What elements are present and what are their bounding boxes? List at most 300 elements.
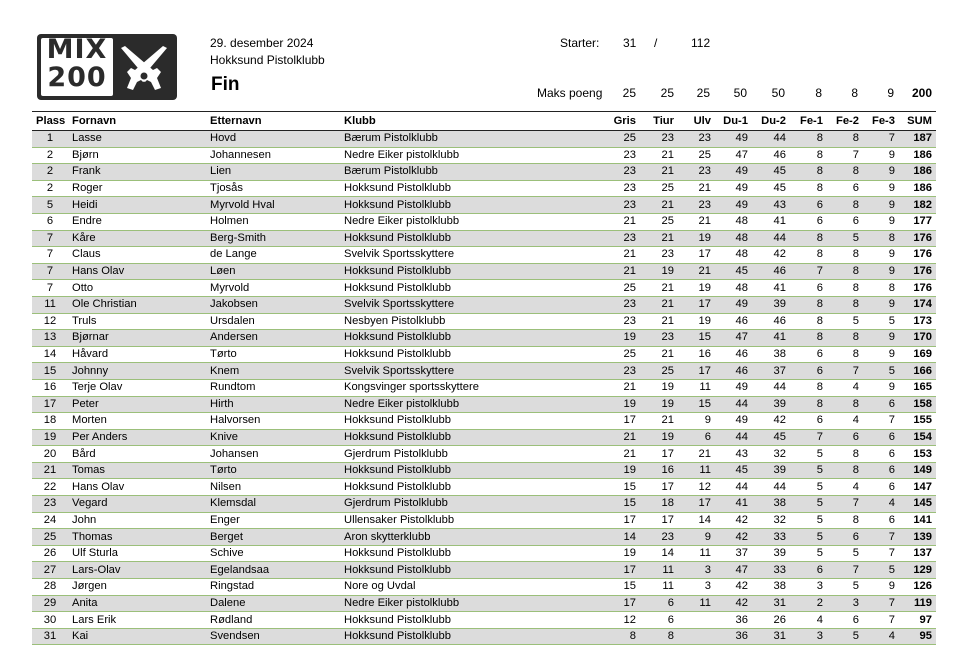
du2-cell: 31 xyxy=(752,628,790,645)
du2-cell: 44 xyxy=(752,230,790,247)
fe1-cell: 3 xyxy=(790,628,827,645)
du1-cell: 37 xyxy=(715,545,752,562)
etternavn-cell: Knem xyxy=(206,363,340,380)
fe3-cell: 6 xyxy=(863,429,899,446)
table-row xyxy=(32,213,936,230)
du1-cell: 47 xyxy=(715,147,752,164)
etternavn-cell: Hovd xyxy=(206,131,340,148)
ulv-cell: 21 xyxy=(678,263,715,280)
du2-cell: 45 xyxy=(752,180,790,197)
fe3-cell: 8 xyxy=(863,280,899,297)
table-row xyxy=(32,396,936,413)
gris-cell: 19 xyxy=(602,545,640,562)
fe3-cell: 5 xyxy=(863,562,899,579)
etternavn-cell: Enger xyxy=(206,512,340,529)
col-ulv: Ulv xyxy=(678,112,715,131)
du2-cell: 45 xyxy=(752,429,790,446)
du2-cell: 41 xyxy=(752,213,790,230)
fe3-cell: 6 xyxy=(863,479,899,496)
table-row xyxy=(32,330,936,347)
gris-cell: 21 xyxy=(602,379,640,396)
plass-cell: 5 xyxy=(32,197,68,214)
gris-cell: 19 xyxy=(602,396,640,413)
fe1-cell: 4 xyxy=(790,612,827,629)
etternavn-cell: Ringstad xyxy=(206,579,340,596)
col-klubb: Klubb xyxy=(340,112,602,131)
fornavn-cell: Thomas xyxy=(68,529,206,546)
klubb-cell: Hokksund Pistolklubb xyxy=(340,180,602,197)
plass-cell: 11 xyxy=(32,296,68,313)
tiur-cell: 21 xyxy=(640,147,678,164)
du1-cell: 44 xyxy=(715,396,752,413)
fornavn-cell: Bjørn xyxy=(68,147,206,164)
fe1-cell: 6 xyxy=(790,280,827,297)
gris-cell: 19 xyxy=(602,330,640,347)
du1-cell: 48 xyxy=(715,280,752,297)
fe1-cell: 5 xyxy=(790,545,827,562)
du2-cell: 39 xyxy=(752,545,790,562)
ulv-cell: 21 xyxy=(678,446,715,463)
sum-cell: 173 xyxy=(899,313,936,330)
du2-cell: 41 xyxy=(752,280,790,297)
sum-cell: 170 xyxy=(899,330,936,347)
klubb-cell: Hokksund Pistolklubb xyxy=(340,263,602,280)
tiur-cell: 21 xyxy=(640,197,678,214)
gris-cell: 8 xyxy=(602,628,640,645)
table-row xyxy=(32,164,936,181)
etternavn-cell: Jakobsen xyxy=(206,296,340,313)
fe2-cell: 7 xyxy=(827,562,863,579)
tiur-cell: 19 xyxy=(640,379,678,396)
etternavn-cell: Johansen xyxy=(206,446,340,463)
klubb-cell: Hokksund Pistolklubb xyxy=(340,612,602,629)
gris-cell: 21 xyxy=(602,247,640,264)
du1-cell: 44 xyxy=(715,479,752,496)
sum-cell: 176 xyxy=(899,230,936,247)
fe1-cell: 8 xyxy=(790,379,827,396)
gris-cell: 15 xyxy=(602,479,640,496)
du1-cell: 41 xyxy=(715,496,752,513)
table-row xyxy=(32,462,936,479)
ulv-cell: 17 xyxy=(678,363,715,380)
plass-cell: 15 xyxy=(32,363,68,380)
etternavn-cell: Svendsen xyxy=(206,628,340,645)
fe2-cell: 7 xyxy=(827,496,863,513)
klubb-cell: Hokksund Pistolklubb xyxy=(340,628,602,645)
ulv-cell: 21 xyxy=(678,213,715,230)
plass-cell: 31 xyxy=(32,628,68,645)
fe1-cell: 6 xyxy=(790,413,827,430)
ulv-cell: 23 xyxy=(678,164,715,181)
sum-cell: 145 xyxy=(899,496,936,513)
results-table xyxy=(32,111,936,645)
fe1-cell: 6 xyxy=(790,363,827,380)
fe2-cell: 8 xyxy=(827,346,863,363)
klubb-cell: Kongsvinger sportsskyttere xyxy=(340,379,602,396)
klubb-cell: Gjerdrum Pistolklubb xyxy=(340,446,602,463)
maks-fe3: 9 xyxy=(887,86,894,100)
sum-cell: 119 xyxy=(899,595,936,612)
col-fe1: Fe-1 xyxy=(790,112,827,131)
du1-cell: 46 xyxy=(715,346,752,363)
plass-cell: 1 xyxy=(32,131,68,148)
du1-cell: 47 xyxy=(715,562,752,579)
sum-cell: 149 xyxy=(899,462,936,479)
fe1-cell: 5 xyxy=(790,529,827,546)
ulv-cell: 17 xyxy=(678,496,715,513)
du2-cell: 37 xyxy=(752,363,790,380)
fe1-cell: 6 xyxy=(790,562,827,579)
du2-cell: 41 xyxy=(752,330,790,347)
table-row xyxy=(32,280,936,297)
plass-cell: 6 xyxy=(32,213,68,230)
sum-cell: 177 xyxy=(899,213,936,230)
col-etternavn: Etternavn xyxy=(206,112,340,131)
gris-cell: 25 xyxy=(602,346,640,363)
sum-cell: 186 xyxy=(899,147,936,164)
etternavn-cell: Klemsdal xyxy=(206,496,340,513)
table-row xyxy=(32,479,936,496)
gris-cell: 12 xyxy=(602,612,640,629)
fornavn-cell: Peter xyxy=(68,396,206,413)
gris-cell: 25 xyxy=(602,131,640,148)
table-row xyxy=(32,180,936,197)
du2-cell: 33 xyxy=(752,562,790,579)
gris-cell: 21 xyxy=(602,263,640,280)
table-row xyxy=(32,562,936,579)
du1-cell: 49 xyxy=(715,180,752,197)
du2-cell: 46 xyxy=(752,313,790,330)
fe2-cell: 8 xyxy=(827,197,863,214)
plass-cell: 17 xyxy=(32,396,68,413)
fe1-cell: 8 xyxy=(790,330,827,347)
fe2-cell: 8 xyxy=(827,263,863,280)
du1-cell: 49 xyxy=(715,379,752,396)
table-row xyxy=(32,313,936,330)
plass-cell: 29 xyxy=(32,595,68,612)
etternavn-cell: Halvorsen xyxy=(206,413,340,430)
sum-cell: 176 xyxy=(899,280,936,297)
klubb-cell: Svelvik Sportsskyttere xyxy=(340,296,602,313)
tiur-cell: 14 xyxy=(640,545,678,562)
du1-cell: 46 xyxy=(715,363,752,380)
gris-cell: 14 xyxy=(602,529,640,546)
fornavn-cell: Håvard xyxy=(68,346,206,363)
du1-cell: 49 xyxy=(715,413,752,430)
klubb-cell: Svelvik Sportsskyttere xyxy=(340,247,602,264)
fe2-cell: 4 xyxy=(827,379,863,396)
tiur-cell: 6 xyxy=(640,612,678,629)
col-fornavn: Fornavn xyxy=(68,112,206,131)
fe3-cell: 9 xyxy=(863,147,899,164)
ulv-cell: 12 xyxy=(678,479,715,496)
table-row xyxy=(32,545,936,562)
fe3-cell: 7 xyxy=(863,612,899,629)
sum-cell: 137 xyxy=(899,545,936,562)
col-tiur: Tiur xyxy=(640,112,678,131)
fe1-cell: 3 xyxy=(790,579,827,596)
fornavn-cell: Bård xyxy=(68,446,206,463)
table-row xyxy=(32,612,936,629)
fe2-cell: 4 xyxy=(827,479,863,496)
fornavn-cell: Per Anders xyxy=(68,429,206,446)
fornavn-cell: Morten xyxy=(68,413,206,430)
tiur-cell: 17 xyxy=(640,512,678,529)
fe2-cell: 7 xyxy=(827,147,863,164)
fe2-cell: 8 xyxy=(827,446,863,463)
plass-cell: 16 xyxy=(32,379,68,396)
fe2-cell: 6 xyxy=(827,213,863,230)
fe2-cell: 8 xyxy=(827,462,863,479)
plass-cell: 7 xyxy=(32,230,68,247)
etternavn-cell: Tjosås xyxy=(206,180,340,197)
maks-tiur: 25 xyxy=(660,86,674,100)
fe2-cell: 8 xyxy=(827,296,863,313)
fornavn-cell: Johnny xyxy=(68,363,206,380)
du1-cell: 49 xyxy=(715,164,752,181)
tiur-cell: 21 xyxy=(640,280,678,297)
tiur-cell: 25 xyxy=(640,213,678,230)
du2-cell: 32 xyxy=(752,512,790,529)
fornavn-cell: Lars-Olav xyxy=(68,562,206,579)
fornavn-cell: Vegard xyxy=(68,496,206,513)
fe1-cell: 8 xyxy=(790,313,827,330)
plass-cell: 2 xyxy=(32,164,68,181)
plass-cell: 27 xyxy=(32,562,68,579)
etternavn-cell: Myrvold xyxy=(206,280,340,297)
klubb-cell: Nore og Uvdal xyxy=(340,579,602,596)
ulv-cell: 17 xyxy=(678,247,715,264)
fe2-cell: 6 xyxy=(827,429,863,446)
col-du1: Du-1 xyxy=(715,112,752,131)
fe2-cell: 8 xyxy=(827,330,863,347)
table-row xyxy=(32,131,936,148)
du2-cell: 38 xyxy=(752,496,790,513)
sum-cell: 155 xyxy=(899,413,936,430)
du2-cell: 44 xyxy=(752,131,790,148)
sum-cell: 176 xyxy=(899,247,936,264)
fe3-cell: 6 xyxy=(863,446,899,463)
fe2-cell: 5 xyxy=(827,579,863,596)
tiur-cell: 21 xyxy=(640,230,678,247)
plass-cell: 7 xyxy=(32,263,68,280)
fe2-cell: 6 xyxy=(827,529,863,546)
table-row xyxy=(32,296,936,313)
fe1-cell: 8 xyxy=(790,396,827,413)
fe2-cell: 7 xyxy=(827,363,863,380)
ulv-cell: 19 xyxy=(678,280,715,297)
gris-cell: 25 xyxy=(602,280,640,297)
du2-cell: 44 xyxy=(752,479,790,496)
table-row xyxy=(32,346,936,363)
table-header-row xyxy=(32,112,936,131)
klubb-cell: Ullensaker Pistolklubb xyxy=(340,512,602,529)
fe3-cell: 6 xyxy=(863,512,899,529)
fe2-cell: 5 xyxy=(827,628,863,645)
etternavn-cell: Berget xyxy=(206,529,340,546)
fornavn-cell: Jørgen xyxy=(68,579,206,596)
fornavn-cell: Hans Olav xyxy=(68,479,206,496)
du1-cell: 42 xyxy=(715,512,752,529)
du1-cell: 48 xyxy=(715,247,752,264)
maks-fe2: 8 xyxy=(851,86,858,100)
fornavn-cell: Ole Christian xyxy=(68,296,206,313)
plass-cell: 22 xyxy=(32,479,68,496)
fe1-cell: 8 xyxy=(790,247,827,264)
fornavn-cell: Anita xyxy=(68,595,206,612)
gris-cell: 17 xyxy=(602,413,640,430)
du1-cell: 44 xyxy=(715,429,752,446)
du1-cell: 46 xyxy=(715,313,752,330)
table-row xyxy=(32,512,936,529)
etternavn-cell: Dalene xyxy=(206,595,340,612)
maks-gris: 25 xyxy=(622,86,636,100)
klubb-cell: Hokksund Pistolklubb xyxy=(340,346,602,363)
fornavn-cell: Kåre xyxy=(68,230,206,247)
logo-line-1: MIX xyxy=(46,34,108,65)
table-row xyxy=(32,147,936,164)
klubb-cell: Nesbyen Pistolklubb xyxy=(340,313,602,330)
fe1-cell: 5 xyxy=(790,479,827,496)
sum-cell: 139 xyxy=(899,529,936,546)
klubb-cell: Hokksund Pistolklubb xyxy=(340,479,602,496)
du2-cell: 31 xyxy=(752,595,790,612)
table-row xyxy=(32,579,936,596)
tiur-cell: 21 xyxy=(640,346,678,363)
du1-cell: 42 xyxy=(715,579,752,596)
sum-cell: 166 xyxy=(899,363,936,380)
fe3-cell: 9 xyxy=(863,180,899,197)
du1-cell: 49 xyxy=(715,131,752,148)
tiur-cell: 11 xyxy=(640,579,678,596)
fornavn-cell: Terje Olav xyxy=(68,379,206,396)
fe2-cell: 5 xyxy=(827,230,863,247)
klubb-cell: Hokksund Pistolklubb xyxy=(340,230,602,247)
fornavn-cell: John xyxy=(68,512,206,529)
fe2-cell: 5 xyxy=(827,545,863,562)
klubb-cell: Nedre Eiker pistolklubb xyxy=(340,595,602,612)
ulv-cell: 6 xyxy=(678,429,715,446)
fe3-cell: 7 xyxy=(863,595,899,612)
du2-cell: 38 xyxy=(752,579,790,596)
fornavn-cell: Tomas xyxy=(68,462,206,479)
ulv-cell: 3 xyxy=(678,562,715,579)
etternavn-cell: Lien xyxy=(206,164,340,181)
sum-cell: 186 xyxy=(899,164,936,181)
table-row xyxy=(32,429,936,446)
fornavn-cell: Roger xyxy=(68,180,206,197)
du1-cell: 49 xyxy=(715,296,752,313)
ulv-cell: 11 xyxy=(678,545,715,562)
gris-cell: 23 xyxy=(602,230,640,247)
gris-cell: 23 xyxy=(602,296,640,313)
klubb-cell: Nedre Eiker pistolklubb xyxy=(340,396,602,413)
fe2-cell: 8 xyxy=(827,247,863,264)
table-row xyxy=(32,529,936,546)
du2-cell: 44 xyxy=(752,379,790,396)
mix200-logo xyxy=(37,34,177,100)
plass-cell: 2 xyxy=(32,180,68,197)
du2-cell: 39 xyxy=(752,462,790,479)
plass-cell: 26 xyxy=(32,545,68,562)
ulv-cell: 11 xyxy=(678,379,715,396)
table-row xyxy=(32,446,936,463)
ulv-cell: 17 xyxy=(678,296,715,313)
tiur-cell: 17 xyxy=(640,479,678,496)
gris-cell: 21 xyxy=(602,213,640,230)
ulv-cell: 16 xyxy=(678,346,715,363)
klubb-cell: Hokksund Pistolklubb xyxy=(340,413,602,430)
fe1-cell: 7 xyxy=(790,429,827,446)
du2-cell: 38 xyxy=(752,346,790,363)
klubb-cell: Hokksund Pistolklubb xyxy=(340,280,602,297)
fe3-cell: 4 xyxy=(863,496,899,513)
gris-cell: 21 xyxy=(602,429,640,446)
table-row xyxy=(32,595,936,612)
plass-cell: 2 xyxy=(32,147,68,164)
du2-cell: 45 xyxy=(752,164,790,181)
plass-cell: 14 xyxy=(32,346,68,363)
tiur-cell: 16 xyxy=(640,462,678,479)
gris-cell: 23 xyxy=(602,313,640,330)
fe3-cell: 9 xyxy=(863,346,899,363)
du2-cell: 42 xyxy=(752,413,790,430)
gris-cell: 19 xyxy=(602,462,640,479)
plass-cell: 7 xyxy=(32,247,68,264)
table-row xyxy=(32,496,936,513)
du1-cell: 36 xyxy=(715,612,752,629)
starter-separator: / xyxy=(654,36,658,50)
tiur-cell: 25 xyxy=(640,363,678,380)
fornavn-cell: Endre xyxy=(68,213,206,230)
fe2-cell: 8 xyxy=(827,512,863,529)
gris-cell: 17 xyxy=(602,562,640,579)
etternavn-cell: Andersen xyxy=(206,330,340,347)
etternavn-cell: Tørto xyxy=(206,462,340,479)
fe1-cell: 2 xyxy=(790,595,827,612)
ulv-cell: 19 xyxy=(678,313,715,330)
etternavn-cell: Holmen xyxy=(206,213,340,230)
fe1-cell: 8 xyxy=(790,180,827,197)
ulv-cell: 11 xyxy=(678,595,715,612)
tiur-cell: 17 xyxy=(640,446,678,463)
fornavn-cell: Truls xyxy=(68,313,206,330)
sum-cell: 95 xyxy=(899,628,936,645)
gris-cell: 17 xyxy=(602,512,640,529)
fe2-cell: 5 xyxy=(827,313,863,330)
fe2-cell: 8 xyxy=(827,280,863,297)
fornavn-cell: Bjørnar xyxy=(68,330,206,347)
plass-cell: 23 xyxy=(32,496,68,513)
fe1-cell: 8 xyxy=(790,164,827,181)
gris-cell: 23 xyxy=(602,147,640,164)
col-plass: Plass xyxy=(32,112,68,131)
etternavn-cell: Knive xyxy=(206,429,340,446)
fe3-cell: 7 xyxy=(863,529,899,546)
ulv-cell: 15 xyxy=(678,396,715,413)
table-row xyxy=(32,263,936,280)
fe2-cell: 8 xyxy=(827,131,863,148)
ulv-cell: 9 xyxy=(678,529,715,546)
du2-cell: 26 xyxy=(752,612,790,629)
gris-cell: 23 xyxy=(602,197,640,214)
etternavn-cell: de Lange xyxy=(206,247,340,264)
ulv-cell: 14 xyxy=(678,512,715,529)
gris-cell: 23 xyxy=(602,164,640,181)
ulv-cell: 19 xyxy=(678,230,715,247)
fe3-cell: 9 xyxy=(863,213,899,230)
plass-cell: 20 xyxy=(32,446,68,463)
